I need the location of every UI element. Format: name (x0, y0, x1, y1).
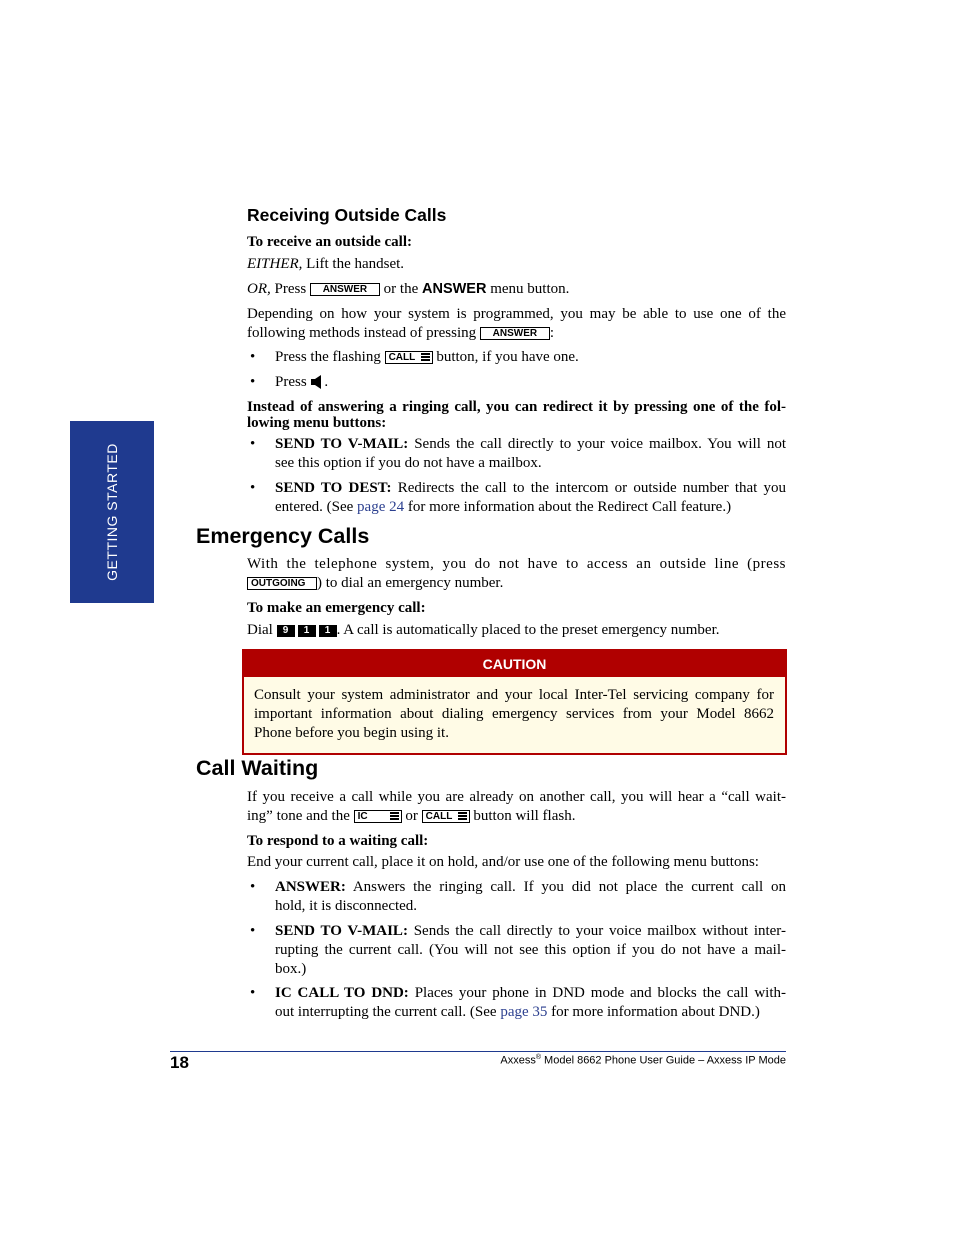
list-item-ic-call-to-dnd (275, 984, 786, 1022)
emergency-intro-2-text: ) to dial an emergency number. (317, 575, 504, 591)
waiting-or: or (405, 808, 418, 824)
speaker-icon (310, 374, 324, 390)
caution-body (254, 686, 774, 743)
bullet-glyph: • (250, 349, 256, 365)
vmail-label: SEND TO V-MAIL: (275, 436, 409, 452)
waiting-end-text: End your current call, place it on hold, and/or use one of the following menu buttons: (247, 854, 759, 870)
caution-line-3: Phone before you begin using it. (254, 725, 449, 741)
dnd-text-2b: for more information about DND.) (551, 1004, 760, 1020)
waiting-vmail-text-1: Sends the call directly to your voice mailbox without inter- (413, 923, 786, 939)
instead-line-1: Instead of answering a ringing call, you can redirect it by pressing one of the fol- (247, 399, 786, 415)
waiting-vmail-line-2: rupting the current call. (You will not see this option if you do not have a mail- (275, 942, 786, 958)
dnd-text-2a: out interrupting the current call. (See (275, 1004, 497, 1020)
vmail-line-2: see this option if you do not have a mailbox. (275, 455, 542, 471)
or-mid: or the (383, 281, 419, 297)
list-item-waiting-vmail (275, 922, 786, 979)
or-line (247, 280, 569, 299)
call-key-label: CALL (388, 352, 416, 363)
page-24-link[interactable]: page 24 (357, 499, 405, 515)
page-number: 18 (170, 1053, 189, 1072)
dest-text-1: Redirects the call to the intercom or outside number that you (397, 480, 786, 496)
call-key (385, 351, 433, 364)
answer-key-2: ANSWER (480, 327, 550, 340)
footer-title-text: Model 8662 Phone User Guide – Axxess IP Mode (541, 1054, 786, 1067)
vmail-text-1: Sends the call directly to your voice mailbox. You will not (414, 436, 786, 452)
call-key-2-label: CALL (425, 811, 453, 822)
bullet-glyph: • (250, 436, 256, 452)
dest-text-2b: for more information about the Redirect Call feature.) (407, 499, 732, 515)
depending-text: following methods instead of pressing (247, 325, 477, 341)
or-end: menu button. (490, 281, 570, 297)
digit-key-9: 9 (277, 625, 295, 637)
waiting-vmail-label: SEND TO V-MAIL: (275, 923, 408, 939)
answer-label: ANSWER: (275, 879, 346, 895)
emergency-subhead: To make an emergency call: (247, 600, 426, 616)
answer-line-2: hold, it is disconnected. (275, 898, 418, 914)
bullet1-pre: Press the flashing (275, 349, 381, 365)
dial-line (247, 621, 720, 640)
footer-reg: ® (535, 1054, 541, 1061)
line-indicator-icon (421, 353, 430, 363)
outgoing-key: OUTGOING (247, 577, 317, 590)
waiting-intro-2b: button will flash. (473, 808, 576, 824)
footer-brand: Axxess (500, 1054, 536, 1067)
emergency-intro-2 (247, 574, 503, 593)
or-prefix: OR, (247, 281, 271, 297)
either-prefix: EITHER, (247, 256, 303, 272)
bullet2-pre: Press (275, 374, 307, 390)
footer-title (500, 1054, 786, 1067)
vmail-line-1 (275, 435, 786, 454)
bullet-glyph: • (250, 923, 256, 939)
waiting-subhead: To respond to a waiting call: (247, 833, 429, 849)
bullet-glyph: • (250, 985, 256, 1001)
either-text: Lift the handset. (306, 256, 405, 272)
caution-line-2: important information about dialing emergency services from your Model 8662 (254, 706, 774, 722)
caution-line-1: Consult your system administrator and your local Inter-Tel servicing company for (254, 687, 774, 703)
dest-text-2a: entered. (See (275, 499, 354, 515)
waiting-intro-2a: ing” tone and the (247, 808, 350, 824)
digit-key-1: 1 (298, 625, 316, 637)
depending-end: : (549, 325, 555, 341)
footer-rule (170, 1051, 786, 1052)
list-item-speaker (275, 373, 328, 392)
dial-post: . A call is automatically placed to the preset emergency number. (336, 622, 720, 638)
emergency-intro-1: With the telephone system, you do not have to access an outside line (press (247, 556, 786, 572)
line-indicator-icon (458, 812, 467, 822)
line-indicator-icon (390, 812, 399, 822)
either-line (247, 255, 404, 274)
bullet2-post: . (324, 374, 329, 390)
instead-line-2: lowing menu buttons: (247, 415, 387, 431)
receiving-subhead: To receive an outside call: (247, 234, 412, 250)
list-item-send-to-dest (275, 479, 786, 517)
depending-line-2 (247, 324, 554, 343)
answer-text-1: Answers the ringing call. If you did not place the current call on (352, 879, 786, 895)
dnd-label: IC CALL TO DND: (275, 985, 409, 1001)
dnd-line-1 (275, 984, 786, 1003)
digit-key-1b: 1 (319, 625, 337, 637)
bullet-glyph: • (250, 374, 256, 390)
dnd-line-2 (275, 1003, 786, 1022)
waiting-vmail-line-1 (275, 922, 786, 941)
caution-title: CAUTION (244, 651, 785, 677)
dial-pre: Dial (247, 622, 273, 638)
dnd-text-1: Places your phone in DND mode and blocks the call with- (414, 985, 787, 1001)
waiting-vmail-line-3: box.) (275, 961, 307, 977)
dest-label: SEND TO DEST: (275, 480, 392, 496)
dest-line-2 (275, 498, 786, 517)
waiting-intro-2 (247, 807, 575, 826)
answer-line-1 (275, 878, 786, 897)
bullet-glyph: • (250, 879, 256, 895)
answer-bold: ANSWER (422, 281, 487, 297)
waiting-intro-1: If you receive a call while you are already on another call, you will hear a “call wait- (247, 789, 786, 805)
list-item-flashing-call (275, 348, 579, 367)
section-heading-call-waiting: Call Waiting (196, 756, 319, 780)
section-heading-receiving: Receiving Outside Calls (247, 205, 447, 225)
or-press: Press (274, 281, 307, 297)
section-heading-emergency: Emergency Calls (196, 524, 370, 548)
page-35-link[interactable]: page 35 (500, 1004, 548, 1020)
bullet-glyph: • (250, 480, 256, 496)
list-item-send-to-vmail (275, 435, 786, 473)
ic-key-label: IC (357, 811, 368, 822)
bullet1-post: button, if you have one. (436, 349, 579, 365)
dest-line-1 (275, 479, 786, 498)
list-item-answer (275, 878, 786, 916)
side-tab-label: GETTING STARTED (104, 443, 120, 581)
answer-key: ANSWER (310, 283, 380, 296)
depending-line-1: Depending on how your system is programmed, you may be able to use one of the (247, 306, 786, 322)
side-tab-label-wrap (70, 421, 154, 603)
call-key-2 (422, 810, 470, 823)
ic-key (354, 810, 402, 823)
